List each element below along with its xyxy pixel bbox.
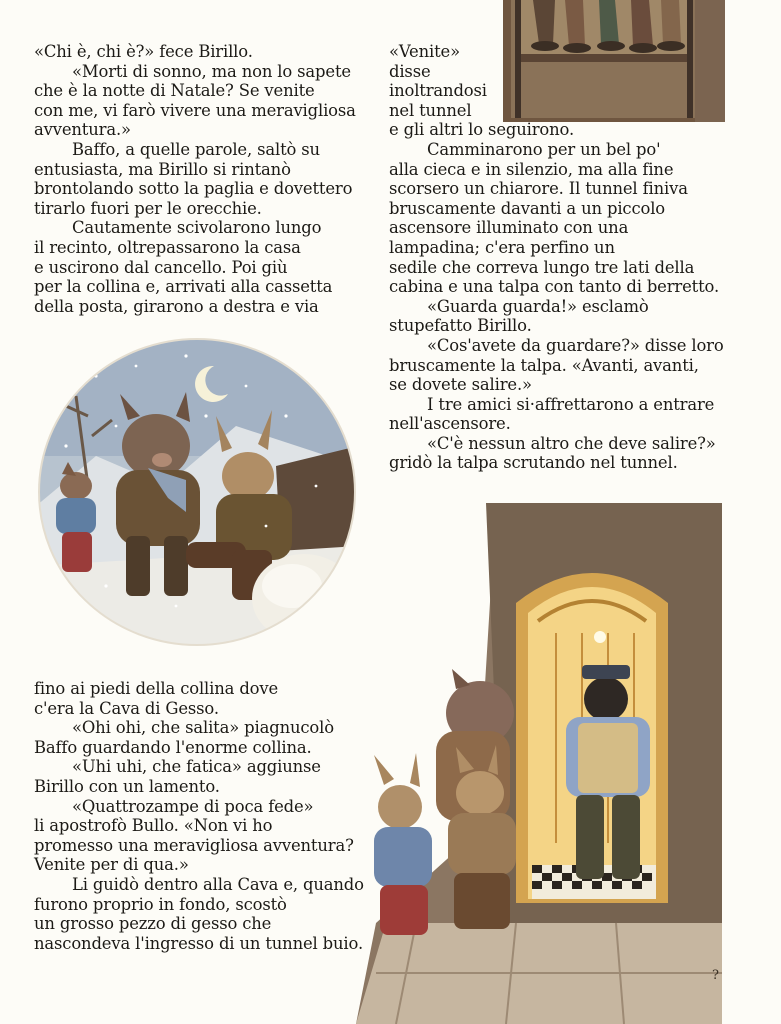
- text-line: nascondeva l'ingresso di un tunnel buio.: [34, 933, 364, 953]
- text-column-left-top: [34, 42, 356, 316]
- text-line: Li guidò dentro alla Cava e, quando: [72, 874, 364, 894]
- text-line: «Guarda guarda!» esclamò: [427, 296, 649, 316]
- text-line: lampadina; c'era perfino un: [389, 237, 615, 257]
- text-column-right-top: [389, 42, 724, 473]
- text-line: Camminarono per un bel po': [427, 139, 661, 159]
- text-line: li apostrofò Bullo. «Non vi ho: [34, 816, 273, 836]
- text-line: Birillo con un lamento.: [34, 776, 220, 796]
- text-line: I tre amici si·affrettarono a entrare: [427, 394, 715, 414]
- text-line: «C'è nessun altro che deve salire?»: [427, 433, 716, 453]
- text-line: Baffo, a quelle parole, saltò su: [72, 139, 320, 159]
- text-column-left-bottom: [34, 679, 364, 953]
- text-line: della posta, girarono a destra e via: [34, 296, 319, 316]
- text-line: fino ai piedi della collina dove: [34, 679, 279, 698]
- text-line: bruscamente davanti a un piccolo: [389, 198, 666, 218]
- text-line: per la collina e, arrivati alla cassetta: [34, 277, 333, 297]
- text-line: furono proprio in fondo, scostò: [34, 894, 287, 914]
- page-mark: ?: [712, 968, 719, 983]
- text-line: «Cos'avete da guardare?» disse loro: [427, 335, 724, 355]
- text-line: gridò la talpa scrutando nel tunnel.: [389, 453, 678, 473]
- text-line: nel tunnel: [389, 100, 472, 120]
- text-line: tirarlo fuori per le orecchie.: [34, 198, 262, 218]
- text-line: e gli altri lo seguirono.: [389, 120, 575, 140]
- text-line: Cautamente scivolarono lungo: [72, 218, 322, 238]
- illustration-snowy-night-animals: [36, 336, 358, 648]
- text-line: se dovete salire.»: [389, 375, 532, 395]
- text-line: avventura.»: [34, 120, 131, 140]
- text-line: Venite per di qua.»: [34, 855, 189, 875]
- text-line: entusiasta, ma Birillo si rintanò: [34, 159, 291, 179]
- text-line: «Ohi ohi, che salita» piagnucolò: [72, 718, 334, 738]
- text-line: «Uhi uhi, che fatica» aggiunse: [72, 757, 321, 777]
- text-line: un grosso pezzo di gesso che: [34, 914, 272, 934]
- text-line: «Morti di sonno, ma non lo sapete: [72, 61, 351, 81]
- text-line: alla cieca e in silenzio, ma alla fine: [389, 159, 674, 179]
- text-line: Baffo guardando l'enorme collina.: [34, 737, 312, 757]
- text-line: cabina e una talpa con tanto di berretto.: [389, 277, 720, 297]
- text-line: con me, vi farò vivere una meravigliosa: [34, 100, 356, 120]
- text-line: nell'ascensore.: [389, 414, 511, 434]
- text-line: «Venite»: [389, 42, 460, 61]
- text-line: «Chi è, chi è?» fece Birillo.: [34, 42, 253, 61]
- text-line: promesso una meravigliosa avventura?: [34, 835, 354, 855]
- text-line: sedile che correva lungo tre lati della: [389, 257, 695, 277]
- text-line: scorsero un chiarore. Il tunnel finiva: [389, 179, 688, 199]
- illustration-mole-elevator: [356, 503, 722, 1024]
- text-line: inoltrandosi: [389, 81, 487, 101]
- text-line: stupefatto Birillo.: [389, 316, 532, 336]
- text-line: «Quattrozampe di poca fede»: [72, 796, 314, 816]
- text-line: il recinto, oltrepassarono la casa: [34, 237, 301, 257]
- text-line: bruscamente la talpa. «Avanti, avanti,: [389, 355, 699, 375]
- text-line: disse: [389, 61, 431, 81]
- text-line: e uscirono dal cancello. Poi giù: [34, 257, 288, 277]
- text-line: che è la notte di Natale? Se venite: [34, 81, 315, 101]
- text-line: ascensore illuminato con una: [389, 218, 629, 238]
- text-line: brontolando sotto la paglia e dovettero: [34, 179, 353, 199]
- text-line: c'era la Cava di Gesso.: [34, 698, 219, 718]
